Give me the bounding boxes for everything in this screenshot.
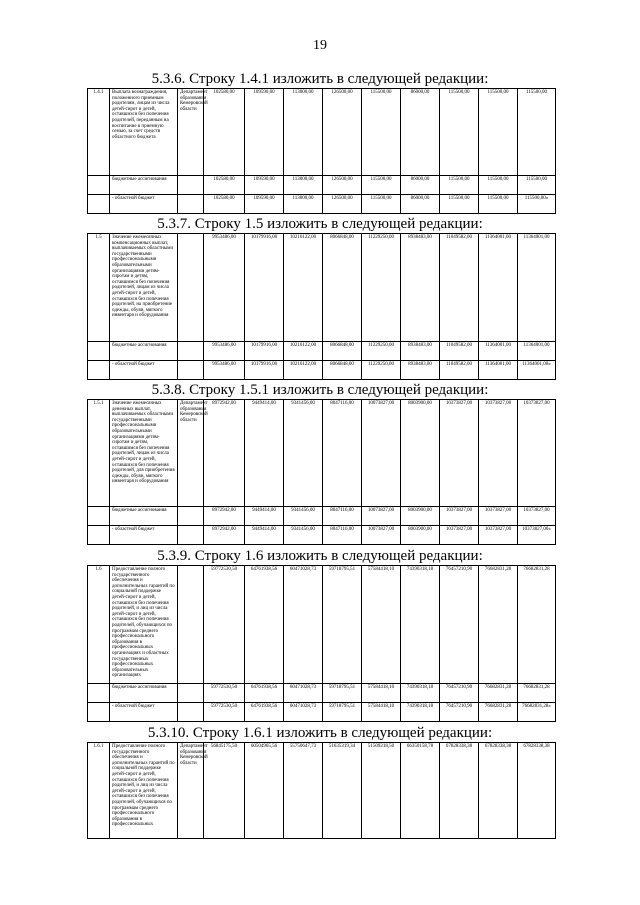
row-executor: Департамент образования Кемеровской области: [178, 400, 204, 507]
value-cell: 102580,00: [204, 195, 245, 214]
value-cell: 11229250,00: [362, 342, 401, 361]
value-cell: 60471028,73: [284, 703, 323, 722]
value-cell: 8047116,00: [323, 400, 362, 507]
table-row: [88, 195, 556, 214]
value-cell: 10373827,00»: [518, 526, 556, 545]
value-cell: 102580,00: [204, 176, 245, 195]
value-cell: 76682831,28: [479, 703, 518, 722]
table-row: [88, 507, 556, 526]
value-cell: 11229250,00: [362, 361, 401, 380]
value-cell: 113000,00: [284, 195, 323, 214]
table-row: [88, 400, 556, 507]
value-cell: 76682831,28: [479, 566, 518, 684]
row-code: 1.5.1: [88, 400, 110, 507]
value-cell: 8972942,00: [204, 400, 245, 507]
value-cell: 10073827,00: [362, 400, 401, 507]
value-cell: 76682831,28: [518, 566, 556, 684]
row-label: бюджетные ассигнования: [110, 342, 178, 361]
value-cell: 10373827,00: [479, 526, 518, 545]
value-cell: 8003900,00: [401, 400, 440, 507]
value-cell: 115500,00: [518, 176, 556, 195]
table-row: [88, 703, 556, 722]
value-cell: 10373827,00: [479, 400, 518, 507]
table-row: [88, 526, 556, 545]
row-description: Предоставление полного государственного обеспечения и дополнительных гарантий по социальной поддержке детей-сирот и детей, оставшихся без попечения родителей, и лиц из числа детей-сирот и детей, оставшихся без попечения родителей, обучающихся по программам среднего профессионального образования в профессиональных организациях и областных государственных профессиональных образовательных организациях: [110, 566, 178, 684]
page-number: 19: [313, 38, 327, 53]
value-cell: 86000,00: [401, 89, 440, 176]
value-cell: 51635319,34: [323, 743, 362, 839]
value-cell: 57584418,10: [362, 703, 401, 722]
value-cell: 9449414,00: [245, 507, 284, 526]
value-cell: 8066848,00: [323, 234, 362, 342]
value-cell: 9449414,00: [245, 526, 284, 545]
row-executor: [178, 566, 204, 684]
value-cell: 76457210,90: [440, 703, 479, 722]
value-cell: 51509218,50: [362, 743, 401, 839]
value-cell: 76682831,28»: [518, 703, 556, 722]
budget-table: [87, 742, 556, 839]
value-cell: 8938483,00: [401, 342, 440, 361]
value-cell: 11229250,00: [362, 234, 401, 342]
value-cell: 10179916,00: [245, 342, 284, 361]
value-cell: 10373827,00: [440, 507, 479, 526]
value-cell: 10179916,00: [245, 234, 284, 342]
value-cell: 10373827,00: [479, 507, 518, 526]
value-cell: 60504965,56: [245, 743, 284, 839]
value-cell: 59718795,51: [323, 703, 362, 722]
value-cell: 11364001,00: [479, 342, 518, 361]
value-cell: 11364001,00: [518, 342, 556, 361]
row-description: Значение ежемесячных компенсационных выплат, выплачиваемых областными государственными профессиональными образовательными организациями детям-сиротам и детям, оставшимся без попечения родителей, лицам из числа детей-сирот и детей, оставшихся без попечения родителей, на приобретение одежды, обуви, мягкого инвентаря и оборудования: [110, 234, 178, 342]
row-executor: Департамент образования Кемеровской области: [178, 743, 204, 839]
value-cell: 115500,00: [362, 176, 401, 195]
row-label: - областной бюджет: [110, 703, 178, 722]
value-cell: 115500,00: [362, 195, 401, 214]
value-cell: 109590,00: [245, 195, 284, 214]
value-cell: 76682831,28: [479, 684, 518, 703]
value-cell: 10073827,00: [362, 507, 401, 526]
value-cell: 115500,00: [440, 195, 479, 214]
row-label: - областной бюджет: [110, 361, 178, 380]
table-row: [88, 743, 556, 839]
value-cell: 57584418,10: [362, 566, 401, 684]
row-code: 1.4.1: [88, 89, 110, 176]
value-cell: 59772530,50: [204, 566, 245, 684]
section-heading: 5.3.6. Строку 1.4.1 изложить в следующей редакции:: [151, 71, 489, 87]
value-cell: 64761938,56: [245, 566, 284, 684]
value-cell: 126500,00: [323, 195, 362, 214]
value-cell: 115500,00: [479, 195, 518, 214]
value-cell: 10373827,00: [440, 400, 479, 507]
value-cell: 115500,00»: [518, 195, 556, 214]
value-cell: 10216122,00: [284, 342, 323, 361]
row-code: 1.6: [88, 566, 110, 684]
value-cell: 8938483,00: [401, 234, 440, 342]
value-cell: 76682831,28: [518, 684, 556, 703]
value-cell: 9449414,00: [245, 400, 284, 507]
value-cell: 67828338,38: [440, 743, 479, 839]
value-cell: 115500,00: [518, 89, 556, 176]
value-cell: 57584418,10: [362, 684, 401, 703]
value-cell: 11049582,00: [440, 234, 479, 342]
value-cell: 66350158,78: [401, 743, 440, 839]
budget-table: [87, 233, 556, 380]
value-cell: 126500,00: [323, 176, 362, 195]
value-cell: 76457210,90: [440, 566, 479, 684]
value-cell: 67828338,38: [518, 743, 556, 839]
value-cell: 10373827,00: [518, 400, 556, 507]
table-row: [88, 89, 556, 176]
value-cell: 10179916,00: [245, 361, 284, 380]
value-cell: 59718795,51: [323, 684, 362, 703]
row-label: - областной бюджет: [110, 526, 178, 545]
value-cell: 59772530,50: [204, 684, 245, 703]
value-cell: 8003900,00: [401, 526, 440, 545]
row-executor: Департамент образования Кемеровской области: [178, 89, 204, 176]
row-label: бюджетные ассигнования: [110, 176, 178, 195]
row-description: Выплата вознаграждения, положенного приемным родителям, лицам из числа детей-сирот и детей, оставшихся без попечения родителей, переданным на воспитание в приемную семью, за счет средств областного бюджета: [110, 89, 178, 176]
table-row: [88, 234, 556, 342]
value-cell: 59772530,50: [204, 703, 245, 722]
value-cell: 10216122,00: [284, 361, 323, 380]
row-description: Предоставление полного государственного обеспечения и дополнительных гарантий по социальной поддержке детей-сирот и детей, оставшихся без попечения родителей, и лиц из числа детей-сирот и детей, оставшихся без попечения родителей, обучающихся по программам среднего профессионального образования в профессиональных: [110, 743, 178, 839]
value-cell: 8972942,00: [204, 507, 245, 526]
value-cell: 9953486,00: [204, 234, 245, 342]
value-cell: 8066848,00: [323, 361, 362, 380]
value-cell: 113000,00: [284, 89, 323, 176]
value-cell: 115500,00: [362, 89, 401, 176]
value-cell: 11049582,00: [440, 342, 479, 361]
value-cell: 64761938,56: [245, 684, 284, 703]
value-cell: 9953486,00: [204, 342, 245, 361]
value-cell: 9341456,00: [284, 526, 323, 545]
budget-table: [87, 565, 556, 722]
value-cell: 60471028,73: [284, 566, 323, 684]
value-cell: 9953486,00: [204, 361, 245, 380]
value-cell: 115500,00: [479, 176, 518, 195]
row-description: Значение ежемесячных денежных выплат, выплачиваемых областными государственными профессиональными образовательными организациями детям-сиротам и детям, оставшимся без попечения родителей, лицам из числа детей-сирот и детей, оставшихся без попечения родителей, для приобретения одежды, обуви, мягкого инвентаря и оборудования: [110, 400, 178, 507]
table-row: [88, 342, 556, 361]
value-cell: 11364001,00: [479, 361, 518, 380]
value-cell: 113000,00: [284, 176, 323, 195]
value-cell: 10373827,00: [518, 507, 556, 526]
value-cell: 10373827,00: [440, 526, 479, 545]
row-label: - областной бюджет: [110, 195, 178, 214]
value-cell: 74390318,18: [401, 703, 440, 722]
value-cell: 56845175,50: [204, 743, 245, 839]
value-cell: 74390318,18: [401, 684, 440, 703]
value-cell: 86000,00: [401, 176, 440, 195]
budget-table: [87, 399, 556, 545]
value-cell: 8003900,00: [401, 507, 440, 526]
value-cell: 8047116,00: [323, 526, 362, 545]
value-cell: 74390318,18: [401, 566, 440, 684]
value-cell: 9341456,00: [284, 400, 323, 507]
value-cell: 8066848,00: [323, 342, 362, 361]
budget-table: [87, 88, 556, 214]
table-row: [88, 684, 556, 703]
table-row: [88, 176, 556, 195]
value-cell: 115500,00: [479, 89, 518, 176]
value-cell: 55750647,73: [284, 743, 323, 839]
value-cell: 115500,00: [440, 89, 479, 176]
section-heading: 5.3.8. Строку 1.5.1 изложить в следующей редакции:: [151, 382, 489, 398]
section-heading: 5.3.7. Строку 1.5 изложить в следующей редакции:: [157, 216, 483, 232]
value-cell: 8972942,00: [204, 526, 245, 545]
value-cell: 67828338,38: [479, 743, 518, 839]
row-label: бюджетные ассигнования: [110, 507, 178, 526]
value-cell: 76457210,90: [440, 684, 479, 703]
value-cell: 11364001,00»: [518, 361, 556, 380]
table-row: [88, 566, 556, 684]
value-cell: 11364001,00: [479, 234, 518, 342]
value-cell: 64761938,56: [245, 703, 284, 722]
value-cell: 8938483,00: [401, 361, 440, 380]
row-label: бюджетные ассигнования: [110, 684, 178, 703]
value-cell: 59718795,51: [323, 566, 362, 684]
value-cell: 126500,00: [323, 89, 362, 176]
value-cell: 86000,00: [401, 195, 440, 214]
value-cell: 11364001,00: [518, 234, 556, 342]
row-executor: [178, 234, 204, 342]
value-cell: 102580,00: [204, 89, 245, 176]
row-code: 1.6.1: [88, 743, 110, 839]
value-cell: 10216122,00: [284, 234, 323, 342]
value-cell: 11049582,00: [440, 361, 479, 380]
value-cell: 9341456,00: [284, 507, 323, 526]
row-code: 1.5: [88, 234, 110, 342]
value-cell: 10073827,00: [362, 526, 401, 545]
table-row: [88, 361, 556, 380]
value-cell: 60471028,73: [284, 684, 323, 703]
value-cell: 115500,00: [440, 176, 479, 195]
value-cell: 109590,00: [245, 176, 284, 195]
value-cell: 8047116,00: [323, 507, 362, 526]
value-cell: 109590,00: [245, 89, 284, 176]
section-heading: 5.3.9. Строку 1.6 изложить в следующей редакции:: [157, 548, 483, 564]
section-heading: 5.3.10. Строку 1.6.1 изложить в следующей редакции:: [147, 725, 493, 741]
